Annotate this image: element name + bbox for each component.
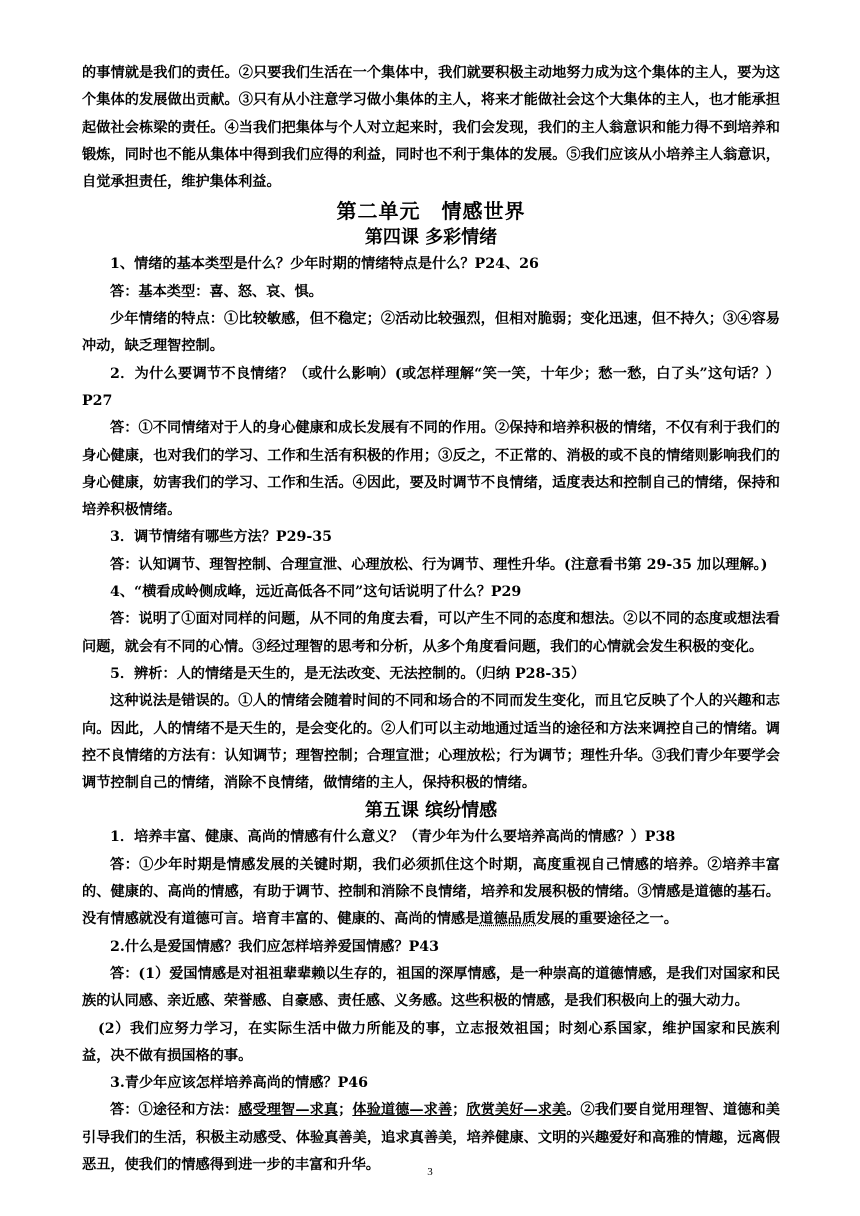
answer-3-underlined-1: 感受理智—求真 <box>238 1102 339 1119</box>
lesson5-answer-1 <box>82 852 780 934</box>
lesson-5-title: 第五课 缤纷情感 <box>364 800 498 822</box>
unit-title: 第二单元 情感世界 <box>336 199 526 224</box>
answer-3-underlined-3: 欣赏美好—求美 <box>466 1102 567 1119</box>
answer-3-separator-2: ； <box>452 1102 467 1119</box>
lesson5-question-2: 2.什么是爱国情感？我们应怎样培养爱国情感？P43 <box>110 938 439 955</box>
answer-3-rest: 。②我们要自觉用理智、道德和美引导我们的生活，积极主动感受、体验真善美，追求真善美，培养健康、文明的兴趣爱好和高雅的情趣，远离假恶丑，使我们的情感得到进一步的丰富和升华。 <box>82 1102 780 1173</box>
lesson4-question-5: 5．辨析：人的情绪是天生的，是无法改变、无法控制的。（归纳 P28-35） <box>110 665 586 682</box>
answer-1-text-a: 答：①少年时期是情感发展的关键时期，我们必须抓住这个时期，高度重视自己情感的培养。②培养丰富的、健康的、高尚的情感，有助于调节、控制和消除不良情绪，培养和发展积极的情绪。③情感是道德的基石。没有情感就没有道德可言。培育丰富的、健康的、高尚的情感是 <box>82 856 780 928</box>
page-number: 3 <box>427 1166 433 1178</box>
lesson4-answer-1a: 答：基本类型：喜、怒、哀、惧。 <box>110 283 323 300</box>
lesson5-question-1: 1．培养丰富、健康、高尚的情感有什么意义？（青少年为什么要培养高尚的情感？）P38 <box>110 829 676 846</box>
lesson4-question-3: 3．调节情绪有哪些方法？P29-35 <box>110 529 332 546</box>
lesson4-question-4: 4、“横看成岭侧成峰，远近高低各不同”这句话说明了什么？P29 <box>110 584 522 601</box>
answer-1-text-b: 发展的重要途径之一。 <box>536 911 678 928</box>
answer-1-dotted-text: 道德品质 <box>479 911 537 928</box>
lesson4-answer-1b: 少年情绪的特点：①比较敏感，但不稳定；②活动比较强烈，但相对脆弱；变化迅速，但不持久；③④容易冲动，缺乏理智控制。 <box>82 311 780 355</box>
lesson5-answer-2a: 答：(1）爱国情感是对祖祖辈辈赖以生存的，祖国的深厚情感，是一种崇高的道德情感，是我们对国家和民族的认同感、亲近感、荣誉感、自豪感、责任感、义务感。这些积极的情感，是我们积极向上的强大动力。 <box>82 965 780 1010</box>
intro-paragraph: 的事情就是我们的责任。②只要我们生活在一个集体中，我们就要积极主动地努力成为这个集体的主人，要为这个集体的发展做出贡献。③只有从小注意学习做小集体的主人，将来才能做社会这个大集体的主人，也才能承担起做社会栋梁的责任。④当我们把集体与个人对立起来时，我们会发现，我们的主人翁意识和能力得不到培养和锻炼，同时也不能从集体中得到我们应得的利益，同时也不利于集体的发展。⑤我们应该从小培养主人翁意识，自觉承担责任，维护集体利益。 <box>82 65 780 191</box>
document-page <box>82 60 780 1179</box>
lesson5-question-3: 3.青少年应该怎样培养高尚的情感？P46 <box>110 1075 369 1092</box>
answer-3-prefix: 答：①途径和方法： <box>110 1102 239 1119</box>
lesson4-question-2: 2．为什么要调节不良情绪？（或什么影响）(或怎样理解“笑一笑，十年少；愁一愁，白了头”这句话？）P27 <box>82 365 780 409</box>
lesson4-question-1: 1、情绪的基本类型是什么？少年时期的情绪特点是什么？P24、26 <box>110 256 539 273</box>
lesson4-answer-2: 答：①不同情绪对于人的身心健康和成长发展有不同的作用。②保持和培养积极的情绪，不仅有利于我们的身心健康，也对我们的学习、工作和生活有积极的作用；③反之，不正常的、消极的或不良的情绪则影响我们的身心健康，妨害我们的学习、工作和生活。④因此，要及时调节不良情绪，适度表达和控制自己的情绪，保持和培养积极情绪。 <box>82 420 780 519</box>
lesson-4-title: 第四课 多彩情绪 <box>364 227 498 249</box>
answer-3-separator-1: ； <box>338 1102 353 1119</box>
lesson4-answer-5: 这种说法是错误的。①人的情绪会随着时间的不同和场合的不同而发生变化，而且它反映了个人的兴趣和志向。因此，人的情绪不是天生的，是会变化的。②人们可以主动地通过适当的途径和方法来调控自己的情绪。调控不良情绪的方法有：认知调节；理智控制；合理宣泄；心理放松；行为调节；理性升华。③我们青少年要学会调节控制自己的情绪，消除不良情绪，做情绪的主人，保持积极的情绪。 <box>82 693 780 792</box>
lesson4-answer-4: 答：说明了①面对同样的问题，从不同的角度去看，可以产生不同的态度和想法。②以不同的态度或想法看问题，就会有不同的心情。③经过理智的思考和分析，从多个角度看问题，我们的心情就会发生积极的变化。 <box>82 611 780 655</box>
answer-3-underlined-2: 体验道德—求善 <box>352 1102 453 1119</box>
lesson4-answer-3: 答：认知调节、理智控制、合理宣泄、心理放松、行为调节、理性升华。(注意看书第 29-35 加以理解。) <box>110 556 768 573</box>
lesson5-answer-2b: (2）我们应努力学习，在实际生活中做力所能及的事，立志报效祖国；时刻心系国家，维护国家和民族利益，决不做有损国格的事。 <box>82 1020 780 1064</box>
